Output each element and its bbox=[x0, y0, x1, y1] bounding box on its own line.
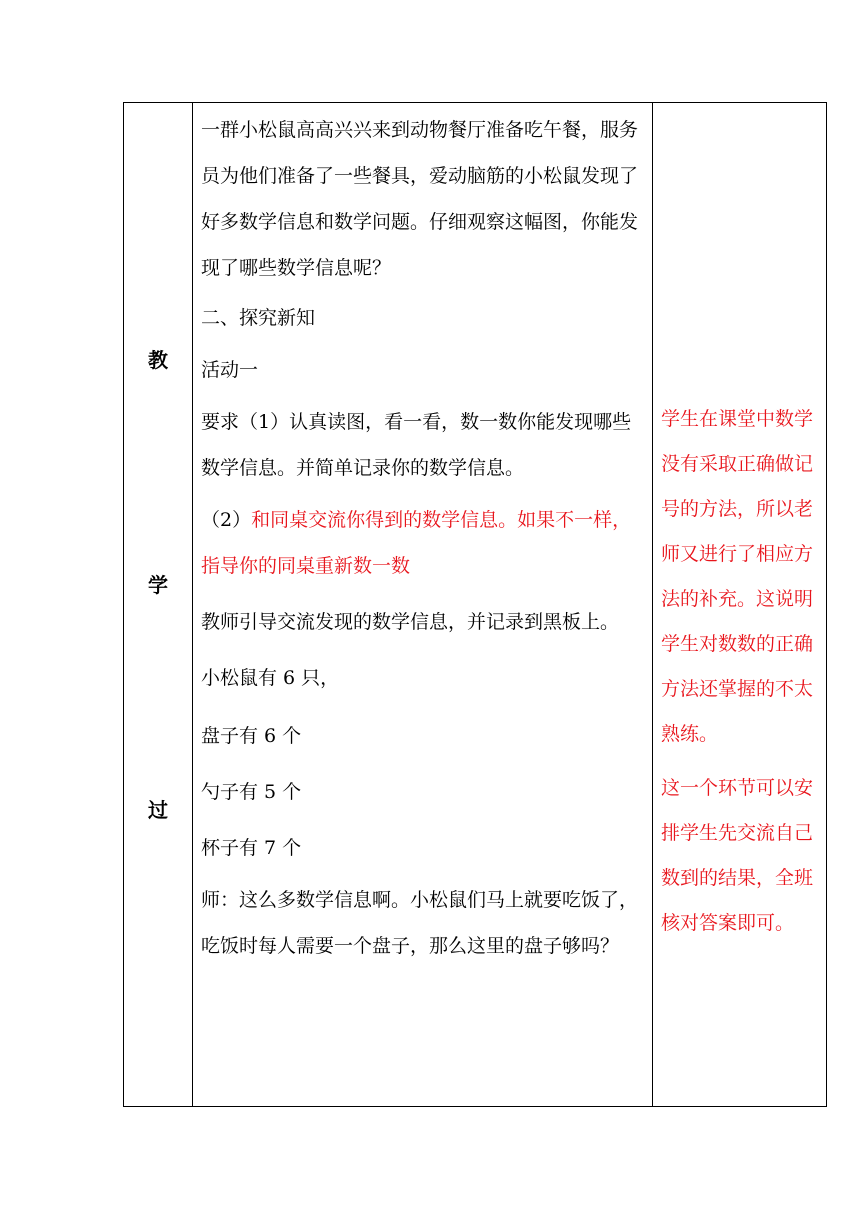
reflection-notes-cell bbox=[653, 103, 827, 1107]
fact-squirrels: 小松鼠有 6 只， bbox=[201, 667, 340, 689]
question-paragraph: 师：这么多数学信息啊。小松鼠们马上就要吃饭了，吃饭时每人需要一个盘子，那么这里的盘子够吗？ bbox=[201, 889, 639, 957]
side-label-jiao: 教 bbox=[148, 348, 168, 372]
requirement-1: 要求（1）认真读图，看一看，数一数你能发现哪些数学信息。并简单记录你的数学信息。 bbox=[201, 411, 632, 479]
reflection-notes bbox=[653, 103, 826, 946]
fact-plates: 盘子有 6 个 bbox=[201, 725, 302, 747]
fact-spoons: 勺子有 5 个 bbox=[201, 781, 302, 803]
reflection-note-1: 学生在课堂中数学没有采取正确做记号的方法，所以老师又进行了相应方法的补充。这说明学生对数数的正确方法还掌握的不太熟练。 bbox=[661, 408, 814, 745]
teaching-content bbox=[193, 107, 652, 969]
teacher-guide: 教师引导交流发现的数学信息，并记录到黑板上。 bbox=[201, 611, 620, 633]
activity-label: 活动一 bbox=[201, 359, 259, 381]
lesson-table bbox=[123, 102, 827, 1107]
section-heading: 二、探究新知 bbox=[201, 307, 316, 329]
requirement-2 bbox=[201, 497, 644, 589]
fact-cups: 杯子有 7 个 bbox=[201, 837, 302, 859]
requirement-2-prefix: （2） bbox=[201, 509, 252, 531]
reflection-note-2: 这一个环节可以安排学生先交流自己数到的结果，全班核对答案即可。 bbox=[661, 777, 814, 934]
teaching-content-cell bbox=[193, 103, 653, 1107]
intro-paragraph: 一群小松鼠高高兴兴来到动物餐厅准备吃午餐，服务员为他们准备了一些餐具，爱动脑筋的小松鼠发现了好多数学信息和数学问题。仔细观察这幅图，你能发现了哪些数学信息呢？ bbox=[201, 119, 639, 279]
section-label-cell bbox=[124, 103, 193, 1107]
requirement-2-text: 和同桌交流你得到的数学信息。如果不一样，指导你的同桌重新数一数 bbox=[201, 509, 632, 577]
side-label-guo: 过 bbox=[148, 798, 168, 822]
table-row bbox=[124, 103, 827, 1107]
side-label-xue: 学 bbox=[148, 573, 168, 597]
